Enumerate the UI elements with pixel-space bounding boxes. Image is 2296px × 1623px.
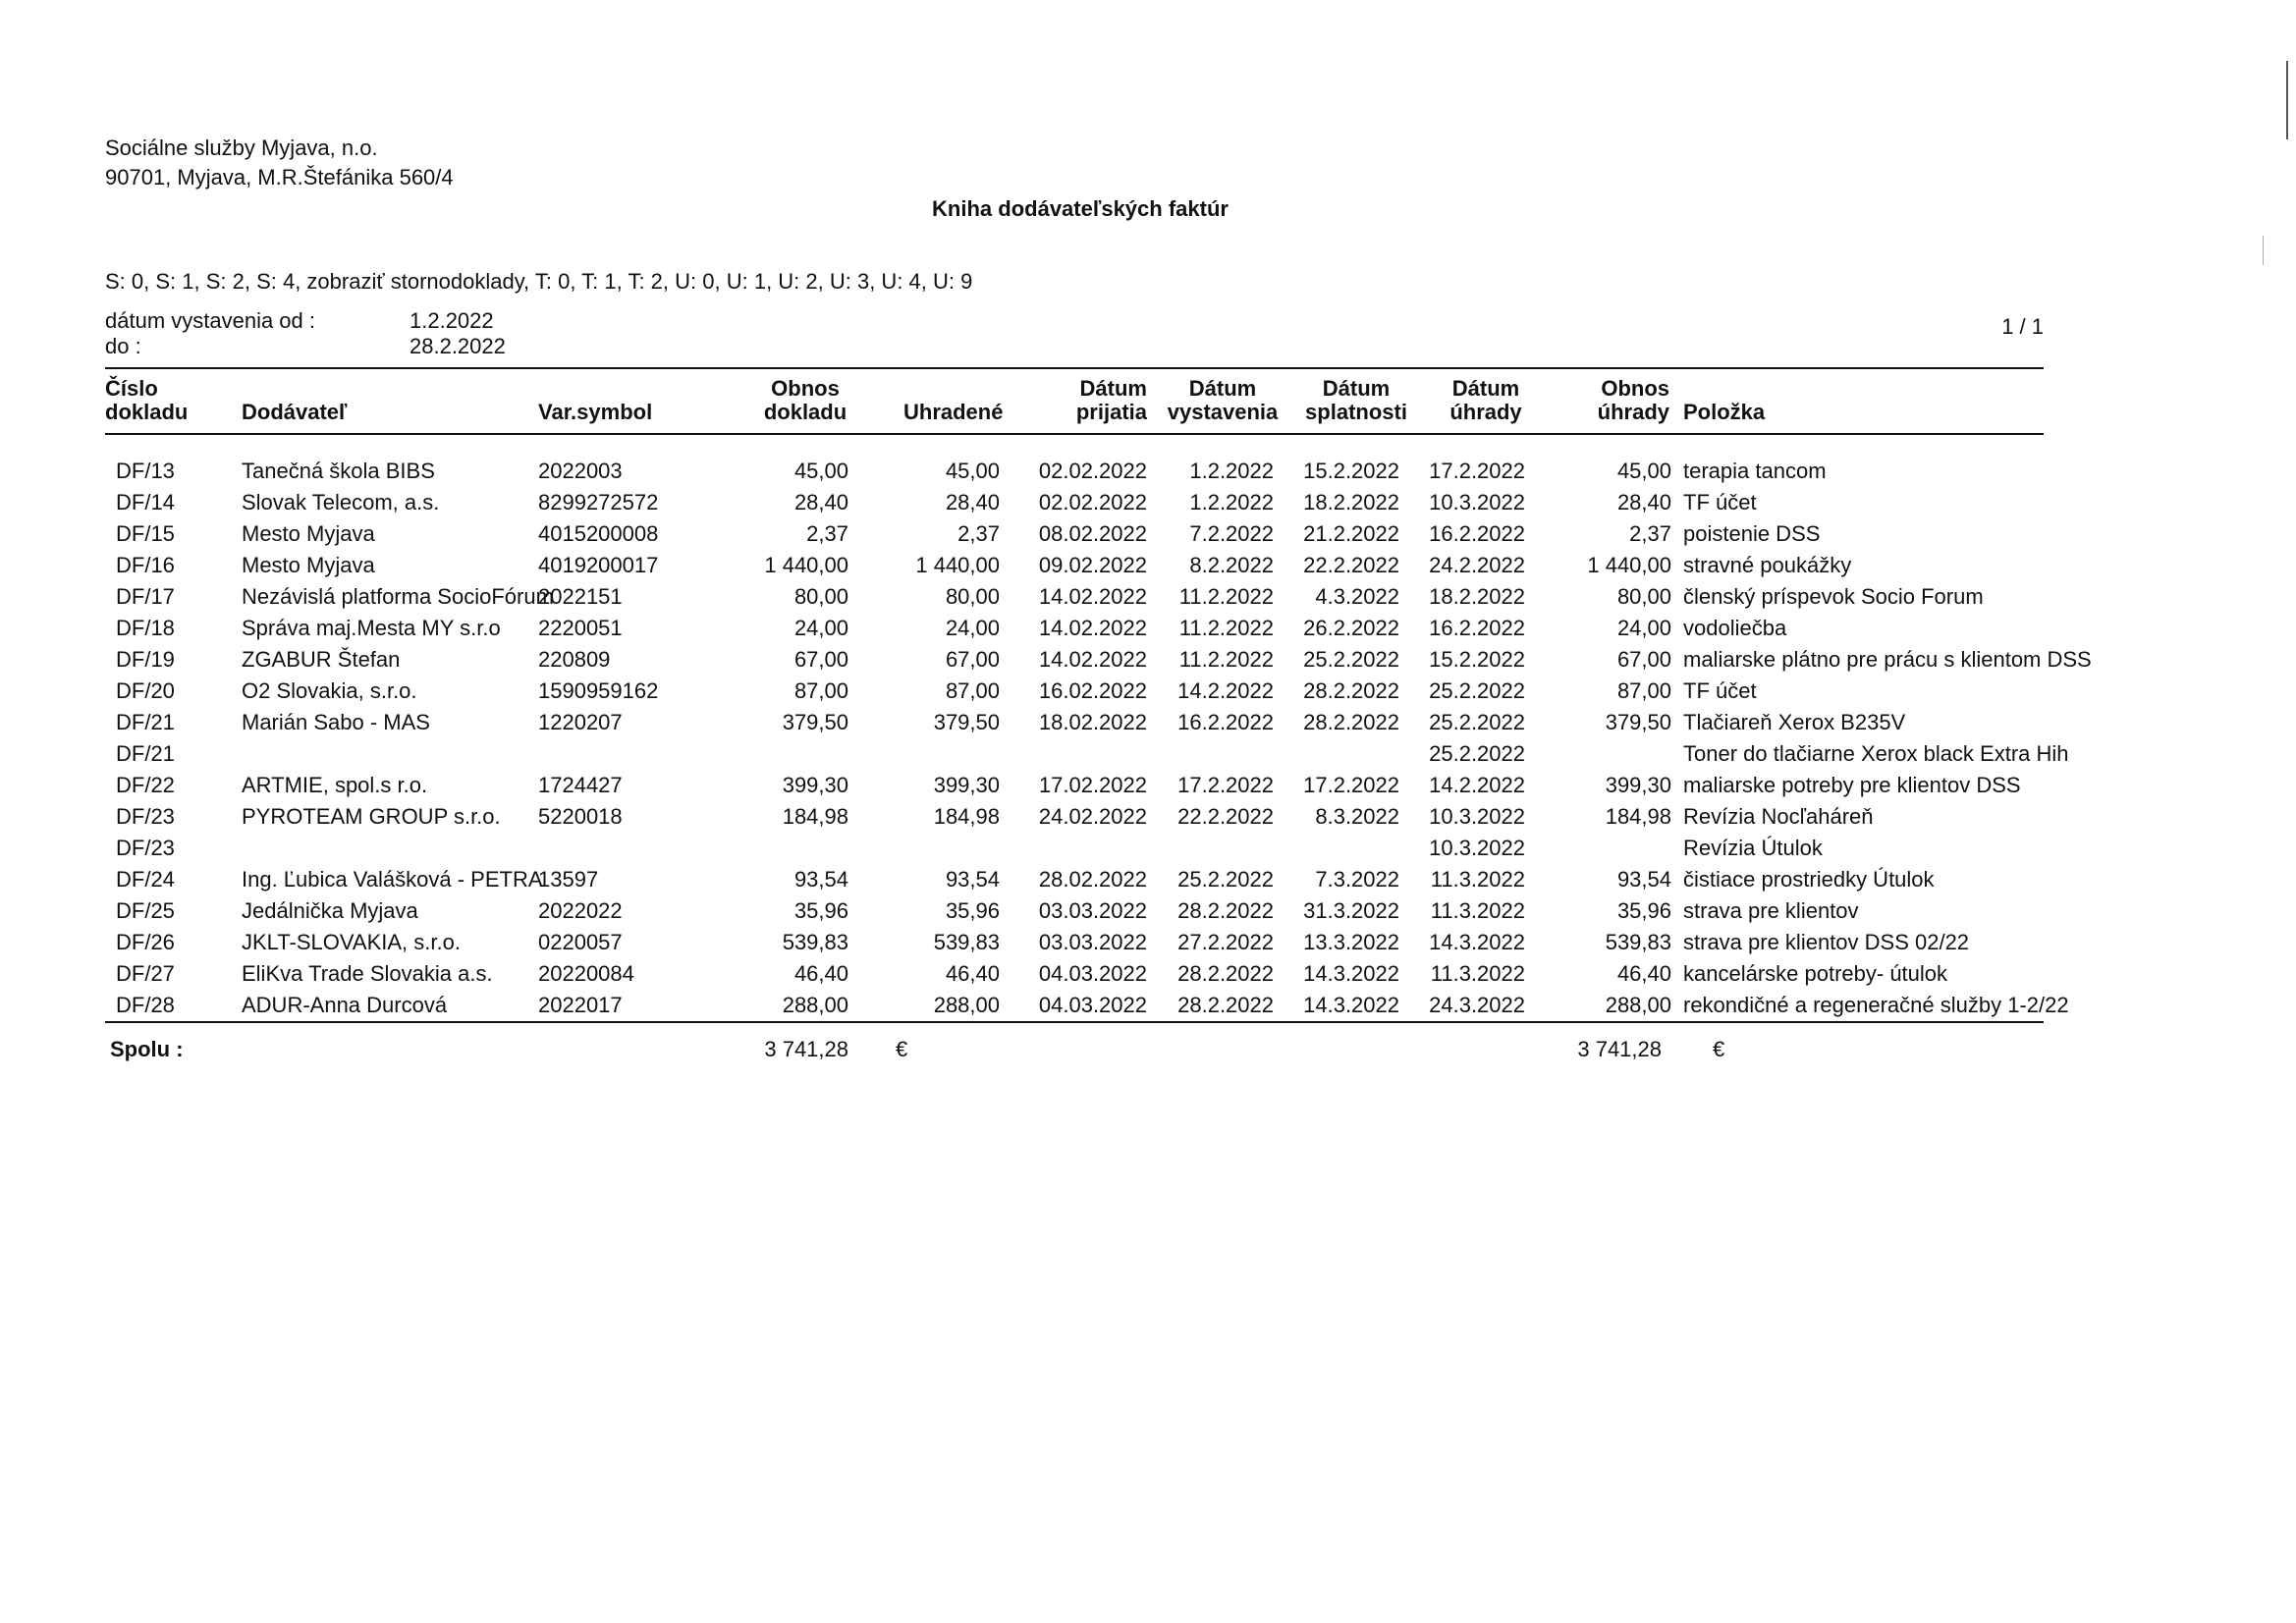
cell-item: maliarske potreby pre klientov DSS [1683, 773, 2021, 797]
cell-issued-date: 22.2.2022 [1177, 804, 1274, 829]
cell-doc-number: DF/23 [116, 836, 175, 860]
cell-doc-number: DF/16 [116, 553, 175, 577]
cell-payment-amount: 80,00 [1616, 584, 1671, 609]
col-header-due: Dátum splatnosti [1305, 376, 1407, 424]
cell-payment-date: 10.3.2022 [1429, 836, 1525, 860]
table-row [0, 801, 2296, 833]
cell-issued-date: 8.2.2022 [1189, 553, 1274, 577]
cell-item: terapia tancom [1683, 459, 1827, 483]
cell-payment-amount: 45,00 [1616, 459, 1671, 483]
cell-payment-amount: 93,54 [1616, 867, 1671, 892]
cell-payment-amount: 28,40 [1616, 490, 1671, 514]
cell-supplier: ADUR-Anna Durcová [242, 993, 448, 1017]
cell-supplier: Mesto Myjava [242, 553, 375, 577]
cell-due-date: 18.2.2022 [1303, 490, 1399, 514]
cell-payment-date: 10.3.2022 [1429, 490, 1525, 514]
col-header-var-symbol: Var.symbol [538, 400, 653, 424]
cell-paid [864, 738, 1000, 770]
cell-received-date: 08.02.2022 [1038, 521, 1147, 546]
cell-issued-date: 7.2.2022 [1189, 521, 1274, 546]
cell-payment-amount [1542, 833, 1671, 864]
cell-doc-number: DF/15 [116, 521, 175, 546]
header-top-rule [105, 367, 2044, 369]
cell-item: strava pre klientov [1683, 898, 1859, 923]
cell-var-symbol: 2022151 [538, 584, 623, 609]
cell-var-symbol: 8299272572 [538, 490, 659, 514]
cell-payment-amount: 35,96 [1616, 898, 1671, 923]
cell-item: TF účet [1683, 678, 1757, 703]
cell-doc-number: DF/20 [116, 678, 175, 703]
cell-item: Toner do tlačiarne Xerox black Extra Hih [1683, 741, 2069, 766]
cell-supplier: Tanečná škola BIBS [242, 459, 435, 483]
cell-payment-amount: 379,50 [1605, 710, 1671, 734]
cell-due-date: 17.2.2022 [1303, 773, 1399, 797]
cell-var-symbol: 0220057 [538, 930, 623, 954]
cell-amount: 80,00 [793, 584, 848, 609]
table-row [0, 864, 2296, 895]
cell-amount [687, 738, 848, 770]
totals-rule [105, 1021, 2044, 1023]
cell-received-date: 14.02.2022 [1038, 584, 1147, 609]
cell-payment-amount: 1 440,00 [1587, 553, 1671, 577]
cell-item: maliarske plátno pre prácu s klientom DSS [1683, 647, 2092, 672]
cell-var-symbol: 20220084 [538, 961, 634, 986]
cell-supplier: Správa maj.Mesta MY s.r.o [242, 616, 501, 640]
table-row [0, 895, 2296, 927]
cell-paid: 379,50 [933, 710, 1000, 734]
totals-payment-amount: 3 741,28 [1577, 1037, 1662, 1061]
cell-payment-date: 14.2.2022 [1429, 773, 1525, 797]
cell-amount: 67,00 [793, 647, 848, 672]
table-row [0, 927, 2296, 958]
totals-label: Spolu : [110, 1037, 184, 1061]
cell-supplier: Marián Sabo - MAS [242, 710, 430, 734]
cell-paid: 35,96 [945, 898, 1000, 923]
cell-var-symbol [538, 738, 676, 770]
cell-doc-number: DF/19 [116, 647, 175, 672]
cell-item: kancelárske potreby- útulok [1683, 961, 1948, 986]
cell-received-date: 24.02.2022 [1038, 804, 1147, 829]
cell-amount [687, 833, 848, 864]
col-header-doc-number: Číslo dokladu [105, 376, 189, 424]
cell-issued-date: 25.2.2022 [1177, 867, 1274, 892]
cell-amount: 184,98 [782, 804, 848, 829]
cell-due-date: 14.3.2022 [1303, 993, 1399, 1017]
cell-supplier: Nezávislá platforma SocioFórum [242, 584, 554, 609]
cell-payment-date: 17.2.2022 [1429, 459, 1525, 483]
cell-due-date: 7.3.2022 [1315, 867, 1399, 892]
cell-payment-amount: 2,37 [1629, 521, 1671, 546]
col-header-payment-amount: Obnos úhrady [1597, 376, 1669, 424]
cell-supplier: Slovak Telecom, a.s. [242, 490, 440, 514]
cell-doc-number: DF/27 [116, 961, 175, 986]
cell-received-date: 04.03.2022 [1038, 993, 1147, 1017]
cell-payment-date: 24.3.2022 [1429, 993, 1525, 1017]
cell-received-date [1021, 833, 1147, 864]
col-header-amount: Obnos dokladu [763, 376, 847, 424]
scan-edge-mark [2286, 61, 2288, 139]
cell-payment-amount: 288,00 [1605, 993, 1671, 1017]
cell-amount: 28,40 [793, 490, 848, 514]
cell-paid: 184,98 [933, 804, 1000, 829]
cell-payment-date: 11.3.2022 [1430, 898, 1525, 923]
cell-amount: 399,30 [782, 773, 848, 797]
cell-amount: 539,83 [782, 930, 848, 954]
table-row [0, 518, 2296, 550]
totals-currency: € [896, 1037, 908, 1061]
cell-payment-amount [1542, 738, 1671, 770]
cell-payment-date: 25.2.2022 [1429, 678, 1525, 703]
date-to-label: do : [105, 334, 141, 358]
cell-received-date: 03.03.2022 [1038, 898, 1147, 923]
cell-issued-date: 17.2.2022 [1177, 773, 1274, 797]
cell-supplier: ZGABUR Štefan [242, 647, 401, 672]
cell-issued-date: 28.2.2022 [1177, 993, 1274, 1017]
cell-received-date: 09.02.2022 [1038, 553, 1147, 577]
cell-item: Revízia Útulok [1683, 836, 1823, 860]
cell-doc-number: DF/26 [116, 930, 175, 954]
cell-amount: 87,00 [793, 678, 848, 703]
cell-payment-date: 16.2.2022 [1429, 616, 1525, 640]
cell-paid: 45,00 [945, 459, 1000, 483]
cell-payment-amount: 67,00 [1616, 647, 1671, 672]
cell-amount: 46,40 [793, 961, 848, 986]
cell-paid: 80,00 [945, 584, 1000, 609]
cell-item: strava pre klientov DSS 02/22 [1683, 930, 1970, 954]
cell-var-symbol: 1590959162 [538, 678, 659, 703]
table-row [0, 676, 2296, 707]
cell-received-date: 02.02.2022 [1038, 459, 1147, 483]
cell-due-date: 28.2.2022 [1303, 710, 1399, 734]
cell-payment-date: 11.3.2022 [1430, 961, 1525, 986]
cell-payment-date: 14.3.2022 [1429, 930, 1525, 954]
cell-var-symbol: 4015200008 [538, 521, 659, 546]
cell-var-symbol: 1724427 [538, 773, 623, 797]
col-header-item: Položka [1683, 400, 1766, 424]
cell-doc-number: DF/17 [116, 584, 175, 609]
date-from-value: 1.2.2022 [410, 308, 494, 333]
cell-due-date: 15.2.2022 [1303, 459, 1399, 483]
table-row [0, 770, 2296, 801]
table-row [0, 707, 2296, 738]
cell-amount: 379,50 [782, 710, 848, 734]
table-row [0, 738, 2296, 770]
cell-issued-date: 11.2.2022 [1178, 584, 1274, 609]
col-header-paid: Uhradené [903, 400, 1004, 424]
cell-paid: 399,30 [933, 773, 1000, 797]
cell-issued-date: 28.2.2022 [1177, 961, 1274, 986]
cell-doc-number: DF/18 [116, 616, 175, 640]
cell-received-date: 14.02.2022 [1038, 616, 1147, 640]
document-title: Kniha dodávateľských faktúr [932, 196, 1229, 221]
cell-paid: 93,54 [945, 867, 1000, 892]
cell-var-symbol: 4019200017 [538, 553, 659, 577]
cell-supplier: Mesto Myjava [242, 521, 375, 546]
cell-paid: 2,37 [957, 521, 1000, 546]
cell-amount: 24,00 [793, 616, 848, 640]
cell-due-date: 22.2.2022 [1303, 553, 1399, 577]
cell-due-date: 8.3.2022 [1315, 804, 1399, 829]
cell-payment-amount: 539,83 [1605, 930, 1671, 954]
cell-supplier: PYROTEAM GROUP s.r.o. [242, 804, 501, 829]
cell-doc-number: DF/28 [116, 993, 175, 1017]
cell-item: Tlačiareň Xerox B235V [1683, 710, 1906, 734]
cell-payment-amount: 399,30 [1605, 773, 1671, 797]
col-header-issued: Dátum vystavenia [1167, 376, 1279, 424]
cell-received-date [1021, 738, 1147, 770]
organization-address: 90701, Myjava, M.R.Štefánika 560/4 [105, 165, 454, 189]
cell-var-symbol: 2022003 [538, 459, 623, 483]
cell-item: vodoliečba [1683, 616, 1787, 640]
table-row [0, 833, 2296, 864]
table-row [0, 456, 2296, 487]
cell-received-date: 02.02.2022 [1038, 490, 1147, 514]
page-number: 1 / 1 [2001, 314, 2044, 339]
organization-name: Sociálne služby Myjava, n.o. [105, 135, 378, 160]
cell-received-date: 14.02.2022 [1038, 647, 1147, 672]
cell-paid: 28,40 [945, 490, 1000, 514]
cell-doc-number: DF/22 [116, 773, 175, 797]
cell-received-date: 03.03.2022 [1038, 930, 1147, 954]
cell-doc-number: DF/21 [116, 741, 175, 766]
cell-due-date: 28.2.2022 [1303, 678, 1399, 703]
cell-received-date: 17.02.2022 [1038, 773, 1147, 797]
cell-var-symbol: 2022022 [538, 898, 623, 923]
table-row [0, 644, 2296, 676]
cell-received-date: 18.02.2022 [1038, 710, 1147, 734]
cell-issued-date: 11.2.2022 [1178, 616, 1274, 640]
cell-supplier [242, 738, 526, 770]
cell-issued-date: 1.2.2022 [1189, 490, 1274, 514]
cell-payment-date: 24.2.2022 [1429, 553, 1525, 577]
cell-payment-date: 11.3.2022 [1430, 867, 1525, 892]
cell-issued-date [1159, 833, 1274, 864]
cell-var-symbol: 13597 [538, 867, 599, 892]
cell-due-date: 21.2.2022 [1303, 521, 1399, 546]
cell-supplier: ARTMIE, spol.s r.o. [242, 773, 428, 797]
cell-payment-date: 10.3.2022 [1429, 804, 1525, 829]
cell-due-date: 26.2.2022 [1303, 616, 1399, 640]
cell-supplier: Jedálnička Myjava [242, 898, 418, 923]
cell-doc-number: DF/13 [116, 459, 175, 483]
cell-supplier: O2 Slovakia, s.r.o. [242, 678, 417, 703]
cell-paid: 1 440,00 [915, 553, 1000, 577]
table-row [0, 958, 2296, 990]
cell-payment-amount: 24,00 [1616, 616, 1671, 640]
cell-received-date: 04.03.2022 [1038, 961, 1147, 986]
col-header-supplier: Dodávateľ [242, 400, 348, 424]
cell-amount: 45,00 [793, 459, 848, 483]
cell-item: poistenie DSS [1683, 521, 1821, 546]
cell-paid: 539,83 [933, 930, 1000, 954]
cell-item: členský príspevok Socio Forum [1683, 584, 1984, 609]
cell-item: TF účet [1683, 490, 1757, 514]
cell-received-date: 16.02.2022 [1038, 678, 1147, 703]
table-row [0, 990, 2296, 1021]
cell-item: stravné poukážky [1683, 553, 1852, 577]
cell-received-date: 28.02.2022 [1038, 867, 1147, 892]
cell-doc-number: DF/25 [116, 898, 175, 923]
cell-item: čistiace prostriedky Útulok [1683, 867, 1935, 892]
col-header-payment-date: Dátum úhrady [1449, 376, 1522, 424]
cell-supplier: EliKva Trade Slovakia a.s. [242, 961, 493, 986]
cell-payment-date: 16.2.2022 [1429, 521, 1525, 546]
cell-paid: 67,00 [945, 647, 1000, 672]
col-header-received: Dátum prijatia [1075, 376, 1147, 424]
cell-due-date [1286, 738, 1399, 770]
cell-var-symbol: 1220207 [538, 710, 623, 734]
cell-paid: 46,40 [945, 961, 1000, 986]
cell-var-symbol: 5220018 [538, 804, 623, 829]
cell-paid: 87,00 [945, 678, 1000, 703]
cell-var-symbol: 2220051 [538, 616, 623, 640]
cell-payment-date: 15.2.2022 [1429, 647, 1525, 672]
cell-amount: 35,96 [793, 898, 848, 923]
cell-var-symbol: 220809 [538, 647, 611, 672]
cell-payment-date: 25.2.2022 [1429, 710, 1525, 734]
cell-payment-amount: 184,98 [1605, 804, 1671, 829]
table-row [0, 613, 2296, 644]
table-row [0, 487, 2296, 518]
cell-doc-number: DF/14 [116, 490, 175, 514]
filter-criteria: S: 0, S: 1, S: 2, S: 4, zobraziť stornodoklady, T: 0, T: 1, T: 2, U: 0, U: 1, U: 2, U: 3, U: 4, U: 9 [105, 269, 973, 294]
cell-due-date: 31.3.2022 [1303, 898, 1399, 923]
date-to-value: 28.2.2022 [410, 334, 506, 358]
cell-issued-date: 27.2.2022 [1177, 930, 1274, 954]
header-bottom-rule [105, 433, 2044, 435]
cell-var-symbol: 2022017 [538, 993, 623, 1017]
cell-var-symbol [538, 833, 676, 864]
cell-payment-amount: 87,00 [1616, 678, 1671, 703]
cell-supplier: Ing. Ľubica Valášková - PETRA [242, 867, 543, 892]
cell-issued-date [1159, 738, 1274, 770]
cell-issued-date: 16.2.2022 [1177, 710, 1274, 734]
cell-due-date: 13.3.2022 [1303, 930, 1399, 954]
cell-payment-date: 25.2.2022 [1429, 741, 1525, 766]
cell-item: rekondičné a regeneračné služby 1-2/22 [1683, 993, 2069, 1017]
cell-amount: 2,37 [806, 521, 848, 546]
cell-due-date: 25.2.2022 [1303, 647, 1399, 672]
cell-supplier [242, 833, 526, 864]
cell-amount: 1 440,00 [764, 553, 848, 577]
totals-amount: 3 741,28 [764, 1037, 848, 1061]
scan-edge-mark [2263, 236, 2264, 265]
cell-due-date: 4.3.2022 [1315, 584, 1399, 609]
cell-payment-date: 18.2.2022 [1429, 584, 1525, 609]
cell-amount: 93,54 [793, 867, 848, 892]
cell-paid [864, 833, 1000, 864]
table-row [0, 581, 2296, 613]
cell-due-date [1286, 833, 1399, 864]
cell-issued-date: 14.2.2022 [1177, 678, 1274, 703]
cell-paid: 288,00 [933, 993, 1000, 1017]
totals-payment-currency: € [1713, 1037, 1725, 1061]
cell-payment-amount: 46,40 [1616, 961, 1671, 986]
cell-item: Revízia Nocľaháreň [1683, 804, 1874, 829]
cell-issued-date: 1.2.2022 [1189, 459, 1274, 483]
cell-amount: 288,00 [782, 993, 848, 1017]
cell-doc-number: DF/23 [116, 804, 175, 829]
cell-supplier: JKLT-SLOVAKIA, s.r.o. [242, 930, 461, 954]
cell-issued-date: 11.2.2022 [1178, 647, 1274, 672]
date-from-label: dátum vystavenia od : [105, 308, 316, 333]
cell-doc-number: DF/21 [116, 710, 175, 734]
cell-issued-date: 28.2.2022 [1177, 898, 1274, 923]
table-row [0, 550, 2296, 581]
cell-due-date: 14.3.2022 [1303, 961, 1399, 986]
cell-doc-number: DF/24 [116, 867, 175, 892]
cell-paid: 24,00 [945, 616, 1000, 640]
